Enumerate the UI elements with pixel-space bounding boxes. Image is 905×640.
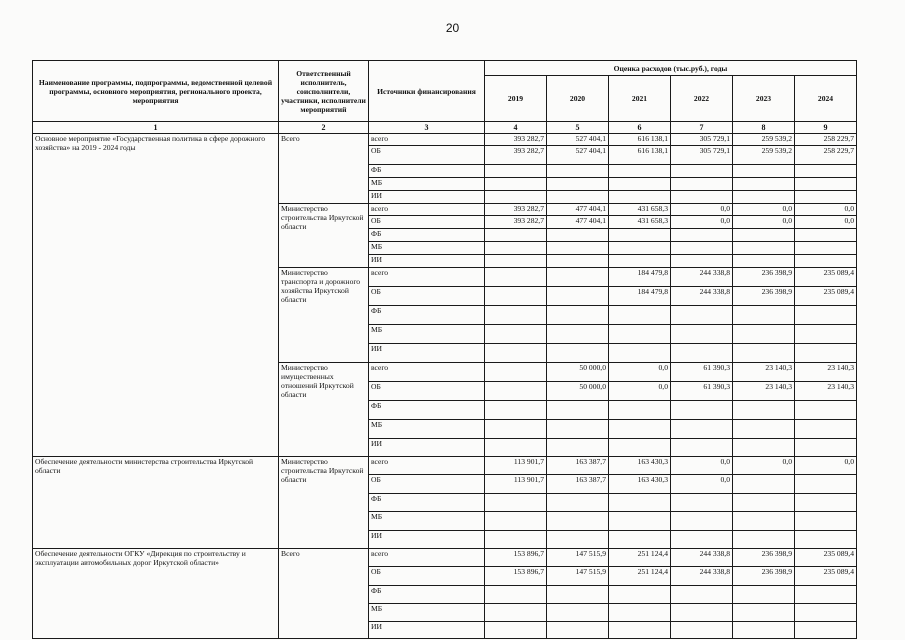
amount-cell	[485, 420, 547, 439]
amount-cell	[795, 242, 857, 255]
amount-cell: 163 387,7	[547, 475, 609, 494]
amount-cell	[733, 401, 795, 420]
amount-cell	[671, 165, 733, 178]
amount-cell	[485, 439, 547, 457]
amount-cell	[671, 191, 733, 204]
amount-cell: 0,0	[795, 204, 857, 216]
amount-cell	[795, 475, 857, 494]
amount-cell	[795, 191, 857, 204]
amount-cell: 0,0	[733, 457, 795, 475]
amount-cell	[485, 268, 547, 287]
responsible-executor: Всего	[279, 134, 369, 204]
amount-cell	[795, 439, 857, 457]
amount-cell	[485, 255, 547, 268]
amount-cell	[795, 586, 857, 604]
header-column-number: 7	[671, 122, 733, 134]
amount-cell: 527 404,1	[547, 134, 609, 146]
amount-cell	[671, 439, 733, 457]
amount-cell	[485, 382, 547, 401]
funding-source: ОБ	[369, 287, 485, 306]
amount-cell	[671, 531, 733, 549]
amount-cell	[609, 401, 671, 420]
amount-cell: 23 140,3	[795, 363, 857, 382]
amount-cell	[733, 242, 795, 255]
header-sources: Источники финансирования	[369, 61, 485, 122]
amount-cell	[671, 586, 733, 604]
amount-cell	[547, 287, 609, 306]
amount-cell: 0,0	[671, 457, 733, 475]
amount-cell	[485, 229, 547, 242]
amount-cell	[795, 255, 857, 268]
funding-source: всего	[369, 363, 485, 382]
program-name: Обеспечение деятельности министерства строительства Иркутской области	[33, 457, 279, 549]
amount-cell	[733, 586, 795, 604]
funding-source: МБ	[369, 604, 485, 622]
header-column-number: 1	[33, 122, 279, 134]
amount-cell	[795, 306, 857, 325]
amount-cell	[795, 512, 857, 531]
amount-cell: 0,0	[609, 382, 671, 401]
header-column-number: 2	[279, 122, 369, 134]
amount-cell	[485, 604, 547, 622]
header-year: 2019	[485, 76, 547, 122]
amount-cell: 0,0	[671, 204, 733, 216]
amount-cell	[671, 604, 733, 622]
funding-source: ФБ	[369, 494, 485, 512]
amount-cell: 235 089,4	[795, 287, 857, 306]
amount-cell	[609, 229, 671, 242]
amount-cell: 23 140,3	[795, 382, 857, 401]
amount-cell	[485, 165, 547, 178]
funding-source: МБ	[369, 178, 485, 191]
amount-cell	[671, 622, 733, 639]
header-estimate: Оценка расходов (тыс.руб.), годы	[485, 61, 857, 76]
amount-cell	[547, 344, 609, 363]
amount-cell	[485, 512, 547, 531]
funding-source: всего	[369, 134, 485, 146]
amount-cell	[795, 229, 857, 242]
amount-cell	[733, 191, 795, 204]
amount-cell: 236 398,9	[733, 287, 795, 306]
funding-source: ФБ	[369, 165, 485, 178]
amount-cell: 236 398,9	[733, 549, 795, 567]
amount-cell: 163 387,7	[547, 457, 609, 475]
amount-cell	[547, 191, 609, 204]
amount-cell	[733, 178, 795, 191]
amount-cell	[609, 420, 671, 439]
amount-cell	[671, 255, 733, 268]
amount-cell	[671, 229, 733, 242]
amount-cell	[485, 178, 547, 191]
funding-source: ИИ	[369, 622, 485, 639]
amount-cell	[795, 401, 857, 420]
amount-cell	[547, 586, 609, 604]
amount-cell: 527 404,1	[547, 146, 609, 165]
funding-source: всего	[369, 268, 485, 287]
funding-source: ИИ	[369, 439, 485, 457]
amount-cell: 244 338,8	[671, 549, 733, 567]
amount-cell	[733, 439, 795, 457]
amount-cell: 61 390,3	[671, 363, 733, 382]
amount-cell	[547, 165, 609, 178]
amount-cell	[609, 439, 671, 457]
header-column-number: 9	[795, 122, 857, 134]
amount-cell	[795, 344, 857, 363]
funding-source: МБ	[369, 242, 485, 255]
amount-cell: 305 729,1	[671, 146, 733, 165]
table-row	[33, 134, 857, 146]
amount-cell: 251 124,4	[609, 549, 671, 567]
funding-source: МБ	[369, 512, 485, 531]
amount-cell	[609, 604, 671, 622]
funding-source: ФБ	[369, 306, 485, 325]
amount-cell: 113 901,7	[485, 475, 547, 494]
amount-cell	[547, 420, 609, 439]
header-year: 2020	[547, 76, 609, 122]
budget-table	[32, 60, 857, 639]
amount-cell: 50 000,0	[547, 382, 609, 401]
amount-cell	[733, 255, 795, 268]
amount-cell	[485, 531, 547, 549]
amount-cell: 477 404,1	[547, 204, 609, 216]
amount-cell	[547, 229, 609, 242]
amount-cell	[547, 255, 609, 268]
header-program-name: Наименование программы, подпрограммы, ведомственной целевой программы, основного мероприятия, регионального проекта, мероприятия	[33, 61, 279, 122]
amount-cell: 61 390,3	[671, 382, 733, 401]
amount-cell: 153 896,7	[485, 567, 547, 586]
amount-cell	[547, 512, 609, 531]
amount-cell: 113 901,7	[485, 457, 547, 475]
amount-cell	[671, 344, 733, 363]
amount-cell	[733, 325, 795, 344]
header-column-number: 4	[485, 122, 547, 134]
amount-cell: 251 124,4	[609, 567, 671, 586]
amount-cell: 184 479,8	[609, 287, 671, 306]
header-column-number: 3	[369, 122, 485, 134]
funding-source: МБ	[369, 325, 485, 344]
amount-cell	[547, 439, 609, 457]
amount-cell	[671, 494, 733, 512]
amount-cell: 0,0	[733, 204, 795, 216]
amount-cell: 0,0	[795, 216, 857, 229]
amount-cell	[609, 586, 671, 604]
amount-cell: 431 658,3	[609, 204, 671, 216]
funding-source: ИИ	[369, 531, 485, 549]
amount-cell: 259 539,2	[733, 134, 795, 146]
amount-cell: 147 515,9	[547, 567, 609, 586]
amount-cell: 235 089,4	[795, 268, 857, 287]
amount-cell	[671, 401, 733, 420]
amount-cell: 431 658,3	[609, 216, 671, 229]
amount-cell	[547, 494, 609, 512]
amount-cell: 259 539,2	[733, 146, 795, 165]
amount-cell	[609, 344, 671, 363]
amount-cell	[547, 178, 609, 191]
amount-cell: 184 479,8	[609, 268, 671, 287]
amount-cell	[547, 604, 609, 622]
amount-cell: 616 138,1	[609, 146, 671, 165]
amount-cell: 305 729,1	[671, 134, 733, 146]
amount-cell	[733, 229, 795, 242]
amount-cell	[609, 531, 671, 549]
amount-cell: 258 229,7	[795, 146, 857, 165]
amount-cell: 23 140,3	[733, 363, 795, 382]
amount-cell	[795, 178, 857, 191]
amount-cell	[671, 512, 733, 531]
amount-cell	[485, 325, 547, 344]
header-column-number: 8	[733, 122, 795, 134]
amount-cell	[485, 363, 547, 382]
amount-cell: 23 140,3	[733, 382, 795, 401]
amount-cell	[733, 475, 795, 494]
funding-source: ФБ	[369, 229, 485, 242]
amount-cell	[795, 165, 857, 178]
funding-source: ОБ	[369, 475, 485, 494]
amount-cell	[795, 325, 857, 344]
amount-cell	[609, 191, 671, 204]
amount-cell: 244 338,8	[671, 268, 733, 287]
amount-cell	[609, 255, 671, 268]
header-responsible: Ответственный исполнитель, соисполнители, участники, исполнители мероприятий	[279, 61, 369, 122]
amount-cell	[733, 420, 795, 439]
amount-cell	[485, 494, 547, 512]
funding-source: ФБ	[369, 586, 485, 604]
amount-cell	[485, 191, 547, 204]
amount-cell	[547, 242, 609, 255]
header-column-number: 6	[609, 122, 671, 134]
amount-cell: 244 338,8	[671, 567, 733, 586]
amount-cell	[795, 622, 857, 639]
responsible-executor: Министерство имущественных отношений Иркутской области	[279, 363, 369, 457]
responsible-executor: Министерство строительства Иркутской области	[279, 457, 369, 549]
amount-cell	[485, 287, 547, 306]
amount-cell	[733, 344, 795, 363]
amount-cell: 0,0	[671, 475, 733, 494]
amount-cell	[485, 401, 547, 420]
amount-cell: 0,0	[609, 363, 671, 382]
amount-cell	[609, 242, 671, 255]
funding-source: ИИ	[369, 344, 485, 363]
funding-source: ИИ	[369, 255, 485, 268]
amount-cell: 393 282,7	[485, 204, 547, 216]
header-year: 2021	[609, 76, 671, 122]
amount-cell	[609, 325, 671, 344]
amount-cell: 147 515,9	[547, 549, 609, 567]
amount-cell: 153 896,7	[485, 549, 547, 567]
amount-cell	[609, 494, 671, 512]
responsible-executor: Министерство транспорта и дорожного хозяйства Иркутской области	[279, 268, 369, 363]
amount-cell: 244 338,8	[671, 287, 733, 306]
amount-cell: 163 430,3	[609, 475, 671, 494]
funding-source: ИИ	[369, 191, 485, 204]
amount-cell	[795, 420, 857, 439]
funding-source: всего	[369, 457, 485, 475]
amount-cell: 616 138,1	[609, 134, 671, 146]
amount-cell: 0,0	[795, 457, 857, 475]
header-column-number: 5	[547, 122, 609, 134]
amount-cell: 235 089,4	[795, 567, 857, 586]
amount-cell: 0,0	[733, 216, 795, 229]
amount-cell	[547, 306, 609, 325]
amount-cell: 258 229,7	[795, 134, 857, 146]
header-year: 2024	[795, 76, 857, 122]
amount-cell	[733, 531, 795, 549]
amount-cell	[733, 165, 795, 178]
amount-cell	[609, 622, 671, 639]
amount-cell	[609, 306, 671, 325]
funding-source: ОБ	[369, 382, 485, 401]
amount-cell	[609, 165, 671, 178]
amount-cell	[733, 604, 795, 622]
amount-cell	[671, 420, 733, 439]
amount-cell	[547, 401, 609, 420]
amount-cell: 236 398,9	[733, 268, 795, 287]
amount-cell: 393 282,7	[485, 134, 547, 146]
amount-cell	[671, 306, 733, 325]
funding-source: всего	[369, 549, 485, 567]
amount-cell	[485, 622, 547, 639]
amount-cell	[609, 178, 671, 191]
funding-source: всего	[369, 204, 485, 216]
amount-cell: 163 430,3	[609, 457, 671, 475]
amount-cell	[485, 586, 547, 604]
amount-cell	[733, 512, 795, 531]
amount-cell: 477 404,1	[547, 216, 609, 229]
amount-cell: 236 398,9	[733, 567, 795, 586]
funding-source: ОБ	[369, 146, 485, 165]
amount-cell	[485, 242, 547, 255]
table-row	[33, 549, 857, 567]
amount-cell	[671, 178, 733, 191]
program-name: Обеспечение деятельности ОГКУ «Дирекция по строительству и эксплуатации автомобильных дорог Иркутской области»	[33, 549, 279, 639]
amount-cell	[733, 494, 795, 512]
amount-cell	[795, 494, 857, 512]
amount-cell: 0,0	[671, 216, 733, 229]
amount-cell	[485, 344, 547, 363]
amount-cell: 393 282,7	[485, 216, 547, 229]
funding-source: ФБ	[369, 401, 485, 420]
amount-cell	[671, 325, 733, 344]
header-year: 2022	[671, 76, 733, 122]
funding-source: ОБ	[369, 567, 485, 586]
amount-cell	[547, 622, 609, 639]
funding-source: ОБ	[369, 216, 485, 229]
amount-cell	[733, 622, 795, 639]
header-year: 2023	[733, 76, 795, 122]
responsible-executor: Всего	[279, 549, 369, 639]
amount-cell	[485, 306, 547, 325]
amount-cell	[609, 512, 671, 531]
amount-cell: 393 282,7	[485, 146, 547, 165]
amount-cell	[671, 242, 733, 255]
table-row	[33, 457, 857, 475]
amount-cell	[547, 268, 609, 287]
page-number: 20	[445, 21, 460, 35]
responsible-executor: Министерство строительства Иркутской области	[279, 204, 369, 268]
amount-cell	[795, 531, 857, 549]
funding-source: МБ	[369, 420, 485, 439]
amount-cell	[547, 325, 609, 344]
amount-cell	[547, 531, 609, 549]
amount-cell	[795, 604, 857, 622]
amount-cell	[733, 306, 795, 325]
amount-cell: 235 089,4	[795, 549, 857, 567]
program-name: Основное мероприятие «Государственная политика в сфере дорожного хозяйства» на 2019 - 2024 годы	[33, 134, 279, 457]
amount-cell: 50 000,0	[547, 363, 609, 382]
